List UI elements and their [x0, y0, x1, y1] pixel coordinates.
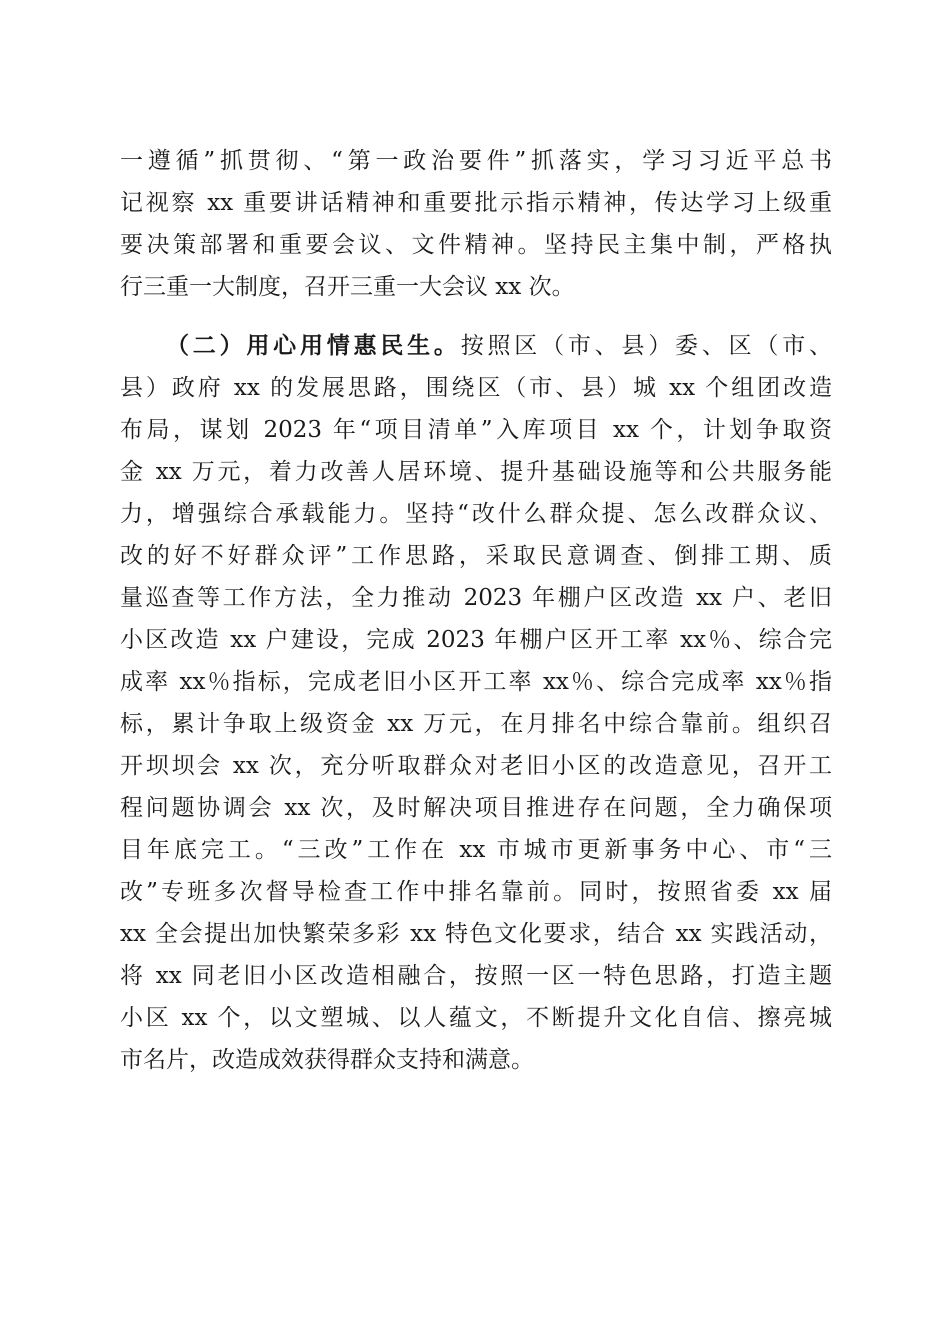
paragraph-2-line-17: 小区 xx 个，以文塑城、以人蕴文，不断提升文化自信、擦亮城: [120, 1005, 832, 1031]
paragraph-1-line-1: 一遵循”抓贯彻、“第一政治要件”抓落实，学习习近平总书: [120, 148, 832, 174]
paragraph-2-line-13: 目年底完工。“三改”工作在 xx 市城市更新事务中心、市“三: [120, 837, 832, 863]
paragraph-2-line-3: 布局，谋划 2023 年“项目清单”入库项目 xx 个，计划争取资: [120, 417, 832, 443]
paragraph-1: [120, 140, 832, 308]
paragraph-2-line-15: xx 全会提出加快繁荣多彩 xx 特色文化要求，结合 xx 实践活动，: [120, 921, 832, 947]
paragraph-2-line-12: 程问题协调会 xx 次，及时解决项目推进存在问题，全力确保项: [120, 795, 832, 821]
paragraph-2-line-18: 市名片，改造成效获得群众支持和满意。: [120, 1047, 534, 1073]
paragraph-2-line-1-text: 按照区（市、县）委、区（市、: [460, 333, 832, 359]
paragraph-1-line-3: 要决策部署和重要会议、文件精神。坚持民主集中制，严格执: [120, 232, 832, 258]
paragraph-2-line-14: 改”专班多次督导检查工作中排名靠前。同时，按照省委 xx 届: [120, 879, 832, 905]
paragraph-2-line-9: 成率 xx％指标，完成老旧小区开工率 xx％、综合完成率 xx％指: [120, 669, 832, 695]
paragraph-2: [120, 325, 832, 1081]
section-heading: （二）用心用情惠民生。: [166, 333, 461, 359]
paragraph-2-line-7: 量巡查等工作方法，全力推动 2023 年棚户区改造 xx 户、老旧: [120, 585, 832, 611]
paragraph-2-line-4: 金 xx 万元，着力改善人居环境、提升基础设施等和公共服务能: [120, 459, 832, 485]
paragraph-1-line-4: 行三重一大制度，召开三重一大会议 xx 次。: [120, 274, 575, 300]
paragraph-2-line-16: 将 xx 同老旧小区改造相融合，按照一区一特色思路，打造主题: [120, 963, 832, 989]
paragraph-2-line-11: 开坝坝会 xx 次，充分听取群众对老旧小区的改造意见，召开工: [120, 753, 832, 779]
paragraph-2-line-2: 县）政府 xx 的发展思路，围绕区（市、县）城 xx 个组团改造: [120, 375, 832, 401]
paragraph-2-line-6: 改的好不好群众评”工作思路，采取民意调查、倒排工期、质: [120, 543, 832, 569]
paragraph-2-line-10: 标，累计争取上级资金 xx 万元，在月排名中综合靠前。组织召: [120, 711, 832, 737]
paragraph-1-line-2: 记视察 xx 重要讲话精神和重要批示指示精神，传达学习上级重: [120, 190, 832, 216]
paragraph-2-line-1: [120, 325, 832, 367]
paragraph-2-line-8: 小区改造 xx 户建设，完成 2023 年棚户区开工率 xx％、综合完: [120, 627, 832, 653]
paragraph-2-line-5: 力，增强综合承载能力。坚持“改什么群众提、怎么改群众议、: [120, 501, 832, 527]
